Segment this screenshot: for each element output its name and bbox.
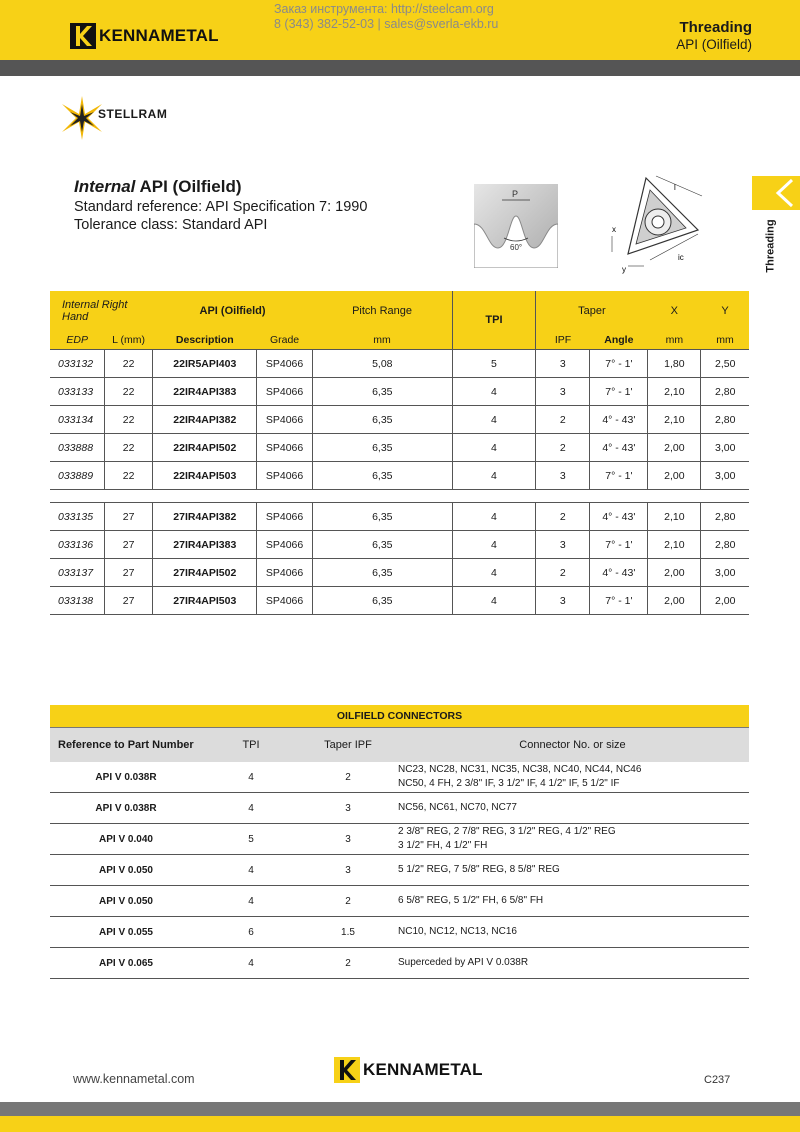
cell-grade: SP4066	[257, 406, 312, 434]
section-title-sub: API (Oilfield)	[676, 37, 752, 52]
cell-y: 2,80	[701, 378, 749, 406]
cell-y: 2,80	[701, 531, 749, 559]
cell-grade: SP4066	[257, 378, 312, 406]
table-row	[50, 559, 749, 587]
cell-y: 2,50	[701, 350, 749, 378]
cell-reference: API V 0.038R	[50, 793, 202, 824]
cell-grade: SP4066	[257, 462, 312, 490]
cell-y: 2,80	[701, 406, 749, 434]
cell-connector-no	[396, 824, 749, 855]
header-angle: Angle	[590, 330, 648, 350]
cell-pitch: 6,35	[312, 559, 452, 587]
connectors-body	[50, 762, 749, 979]
cell-taper-ipf: 2	[300, 948, 396, 979]
cell-pitch: 6,35	[312, 503, 452, 531]
cell-y: 3,00	[701, 559, 749, 587]
cell-x: 2,10	[648, 378, 701, 406]
cell-ipf: 3	[536, 531, 590, 559]
connector-line-1: 5 1/2" REG, 7 5/8" REG, 8 5/8" REG	[398, 864, 560, 875]
kennametal-wordmark: KENNAMETAL	[363, 1060, 483, 1079]
cell-grade: SP4066	[257, 559, 312, 587]
header-gray-bar	[0, 60, 800, 76]
cell-grade: SP4066	[257, 531, 312, 559]
cell-reference: API V 0.065	[50, 948, 202, 979]
table-row	[50, 503, 749, 531]
pitch-label: P	[512, 189, 519, 199]
cell-tpi: 4	[452, 434, 535, 462]
cell-ipf: 2	[536, 406, 590, 434]
connector-line-1: Superceded by API V 0.038R	[398, 957, 529, 968]
cell-l-mm: 27	[104, 587, 152, 615]
kennametal-wordmark: KENNAMETAL	[99, 26, 219, 45]
cell-tpi: 4	[452, 531, 535, 559]
header-l-mm: L (mm)	[104, 330, 152, 350]
connector-line-2: NC50, 4 FH, 2 3/8" IF, 3 1/2" IF, 4 1/2" IF, 5 1/2" IF	[398, 778, 620, 789]
connector-line-1: NC10, NC12, NC13, NC16	[398, 926, 517, 937]
tolerance-class: Tolerance class: Standard API	[74, 217, 268, 233]
table-row	[50, 587, 749, 615]
cell-description: 27IR4API502	[153, 559, 257, 587]
table-header-row-2	[50, 330, 749, 350]
cell-reference: API V 0.038R	[50, 762, 202, 793]
ic-label: ic	[678, 253, 684, 262]
table-row	[50, 378, 749, 406]
cell-reference: API V 0.040	[50, 824, 202, 855]
cell-angle: 7° - 1'	[590, 350, 648, 378]
table-row	[50, 824, 749, 855]
footer-gray-band	[0, 1102, 800, 1116]
section-title	[676, 19, 752, 52]
order-line-1[interactable]: Заказ инструмента: http://steelcam.org	[274, 2, 494, 16]
cell-edp: 033133	[50, 378, 104, 406]
cell-connector-no	[396, 762, 749, 793]
cell-y: 3,00	[701, 434, 749, 462]
cell-angle: 7° - 1'	[590, 462, 648, 490]
cell-tpi: 4	[202, 793, 300, 824]
cell-tpi: 4	[452, 503, 535, 531]
table-row	[50, 793, 749, 824]
oilfield-connectors-table	[50, 705, 749, 979]
side-tab-label	[762, 220, 784, 280]
cell-angle: 4° - 43'	[590, 434, 648, 462]
side-tab-text: Threading	[764, 219, 777, 273]
insert-diagram	[598, 170, 748, 276]
stellram-logo	[60, 94, 210, 142]
cell-tpi: 5	[202, 824, 300, 855]
kennametal-logo	[70, 22, 219, 50]
cell-angle: 4° - 43'	[590, 406, 648, 434]
cell-tpi: 4	[202, 948, 300, 979]
cell-description: 22IR4API382	[153, 406, 257, 434]
cell-x: 2,00	[648, 587, 701, 615]
cell-l-mm: 27	[104, 531, 152, 559]
cell-taper-ipf: 1.5	[300, 917, 396, 948]
cell-l-mm: 22	[104, 462, 152, 490]
table-row	[50, 350, 749, 378]
table-row	[50, 917, 749, 948]
header-pitch-range: Pitch Range	[312, 291, 452, 330]
cell-l-mm: 22	[104, 350, 152, 378]
cell-x: 2,00	[648, 434, 701, 462]
cell-y: 3,00	[701, 462, 749, 490]
connectors-title: OILFIELD CONNECTORS	[50, 705, 749, 728]
cell-tpi: 5	[452, 350, 535, 378]
cell-description: 22IR4API503	[153, 462, 257, 490]
cell-angle: 4° - 43'	[590, 559, 648, 587]
thread-profile-drawing	[474, 184, 558, 268]
cell-x: 2,00	[648, 559, 701, 587]
cell-reference: API V 0.050	[50, 855, 202, 886]
cell-ipf: 2	[536, 503, 590, 531]
header-grade: Grade	[257, 330, 312, 350]
header-taper-ipf: Taper IPF	[300, 728, 396, 763]
cell-edp: 033889	[50, 462, 104, 490]
x-label: x	[612, 225, 616, 234]
connector-line-1: 2 3/8" REG, 2 7/8" REG, 3 1/2" REG, 4 1/2" REG	[398, 826, 616, 837]
cell-y: 2,00	[701, 587, 749, 615]
cell-connector-no	[396, 855, 749, 886]
cell-y: 2,80	[701, 503, 749, 531]
table-row	[50, 434, 749, 462]
cell-ipf: 2	[536, 559, 590, 587]
cell-grade: SP4066	[257, 350, 312, 378]
cell-connector-no	[396, 948, 749, 979]
table-row	[50, 886, 749, 917]
footer-url[interactable]: www.kennametal.com	[73, 1072, 195, 1086]
header-edp: EDP	[50, 330, 104, 350]
kennametal-k-icon	[334, 1057, 360, 1083]
header-y: Y	[701, 291, 749, 330]
table-group-22	[50, 350, 749, 490]
cell-reference: API V 0.055	[50, 917, 202, 948]
cell-x: 2,10	[648, 406, 701, 434]
cell-edp: 033134	[50, 406, 104, 434]
footer-kennametal-logo	[334, 1056, 483, 1084]
table-row	[50, 855, 749, 886]
header-pitch-mm: mm	[312, 330, 452, 350]
cell-pitch: 6,35	[312, 531, 452, 559]
insert-drawing	[598, 170, 748, 276]
cell-tpi: 4	[452, 587, 535, 615]
header-connector-no: Connector No. or size	[396, 728, 749, 763]
cell-tpi: 4	[452, 378, 535, 406]
connector-line-1: 6 5/8" REG, 5 1/2" FH, 6 5/8" FH	[398, 895, 544, 906]
cell-reference: API V 0.050	[50, 886, 202, 917]
cell-pitch: 6,35	[312, 434, 452, 462]
product-title-rest: API (Oilfield)	[135, 177, 242, 196]
cell-edp: 033132	[50, 350, 104, 378]
order-info	[274, 2, 534, 32]
connector-line-1: NC23, NC28, NC31, NC35, NC38, NC40, NC44, NC46	[398, 764, 642, 775]
cell-grade: SP4066	[257, 434, 312, 462]
cell-edp: 033138	[50, 587, 104, 615]
product-heading	[74, 177, 404, 233]
cell-l-mm: 22	[104, 378, 152, 406]
cell-pitch: 6,35	[312, 378, 452, 406]
connector-line-2: 3 1/2" FH, 4 1/2" FH	[398, 840, 488, 851]
chevron-left-icon	[752, 176, 800, 210]
cell-x: 2,00	[648, 462, 701, 490]
cell-grade: SP4066	[257, 587, 312, 615]
header-internal-right-hand: Internal Right Hand	[50, 291, 153, 330]
cell-pitch: 6,35	[312, 587, 452, 615]
cell-x: 2,10	[648, 503, 701, 531]
cell-tpi: 4	[202, 762, 300, 793]
cell-description: 27IR4API503	[153, 587, 257, 615]
cell-ipf: 3	[536, 350, 590, 378]
cell-ipf: 3	[536, 462, 590, 490]
header-reference: Reference to Part Number	[50, 728, 202, 763]
cell-edp: 033888	[50, 434, 104, 462]
cell-angle: 7° - 1'	[590, 587, 648, 615]
cell-grade: SP4066	[257, 503, 312, 531]
cell-connector-no	[396, 886, 749, 917]
cell-ipf: 3	[536, 587, 590, 615]
cell-l-mm: 27	[104, 559, 152, 587]
header-x-mm: mm	[648, 330, 701, 350]
cell-taper-ipf: 2	[300, 762, 396, 793]
cell-pitch: 5,08	[312, 350, 452, 378]
cell-pitch: 6,35	[312, 406, 452, 434]
header-conn-tpi: TPI	[202, 728, 300, 763]
cell-tpi: 4	[202, 886, 300, 917]
connector-line-1: NC56, NC61, NC70, NC77	[398, 802, 517, 813]
cell-connector-no	[396, 917, 749, 948]
cell-description: 27IR4API383	[153, 531, 257, 559]
y-label: y	[622, 265, 626, 274]
header-x: X	[648, 291, 701, 330]
cell-description: 22IR4API383	[153, 378, 257, 406]
connectors-header-row	[50, 728, 749, 763]
standard-reference: Standard reference: API Specification 7: 1990	[74, 199, 368, 215]
kennametal-k-icon	[70, 23, 96, 49]
cell-tpi: 4	[452, 462, 535, 490]
table-group-27	[50, 503, 749, 615]
cell-angle: 4° - 43'	[590, 503, 648, 531]
cell-tpi: 4	[452, 559, 535, 587]
thread-profile-image	[474, 184, 558, 268]
product-title	[74, 177, 404, 197]
cell-tpi: 4	[202, 855, 300, 886]
stellram-wordmark: STELLRAM	[98, 107, 168, 121]
table-row	[50, 762, 749, 793]
cell-taper-ipf: 3	[300, 793, 396, 824]
cell-x: 2,10	[648, 531, 701, 559]
connectors-title-row	[50, 705, 749, 728]
cell-description: 27IR4API382	[153, 503, 257, 531]
header-y-mm: mm	[701, 330, 749, 350]
side-tab[interactable]	[752, 176, 800, 210]
cell-l-mm: 27	[104, 503, 152, 531]
cell-tpi: 4	[452, 406, 535, 434]
cell-pitch: 6,35	[312, 462, 452, 490]
header-tpi: TPI	[452, 291, 535, 350]
cell-tpi: 6	[202, 917, 300, 948]
section-title-main: Threading	[679, 19, 752, 36]
cell-l-mm: 22	[104, 406, 152, 434]
cell-taper-ipf: 3	[300, 824, 396, 855]
cell-edp: 033136	[50, 531, 104, 559]
order-line-2[interactable]: 8 (343) 382-52-03 | sales@sverla-ekb.ru	[274, 17, 499, 31]
cell-ipf: 2	[536, 434, 590, 462]
table-header-row-1	[50, 291, 749, 330]
cell-description: 22IR5API403	[153, 350, 257, 378]
cell-angle: 7° - 1'	[590, 378, 648, 406]
header-description: Description	[153, 330, 257, 350]
page-number: C237	[704, 1074, 731, 1086]
angle-label: 60°	[510, 243, 523, 252]
cell-description: 22IR4API502	[153, 434, 257, 462]
table-row	[50, 462, 749, 490]
cell-l-mm: 22	[104, 434, 152, 462]
cell-taper-ipf: 2	[300, 886, 396, 917]
cell-angle: 7° - 1'	[590, 531, 648, 559]
cell-connector-no	[396, 793, 749, 824]
cell-ipf: 3	[536, 378, 590, 406]
product-title-italic: Internal	[74, 177, 136, 196]
api-insert-table	[50, 291, 749, 615]
header-taper: Taper	[536, 291, 648, 330]
header-api-oilfield: API (Oilfield)	[153, 291, 312, 330]
header-ipf: IPF	[536, 330, 590, 350]
table-row	[50, 531, 749, 559]
footer-yellow-band	[0, 1116, 800, 1132]
l-label: l	[674, 183, 676, 192]
cell-edp: 033137	[50, 559, 104, 587]
cell-x: 1,80	[648, 350, 701, 378]
cell-edp: 033135	[50, 503, 104, 531]
table-row	[50, 406, 749, 434]
table-row	[50, 948, 749, 979]
cell-taper-ipf: 3	[300, 855, 396, 886]
